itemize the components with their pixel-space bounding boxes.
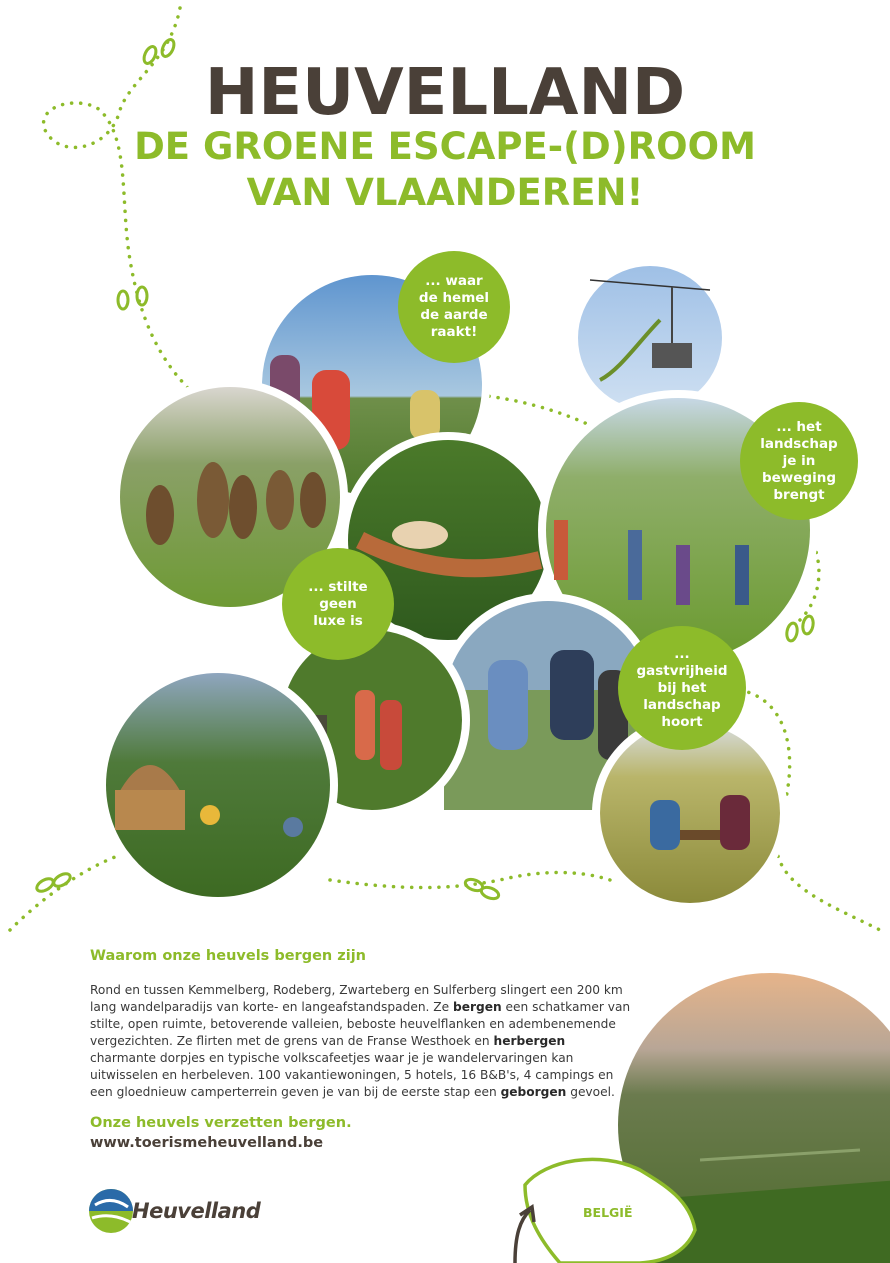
- tagline: Onze heuvels verzetten bergen.: [90, 1115, 352, 1131]
- page-subtitle-line2: VAN VLAANDEREN!: [246, 171, 644, 214]
- website-link[interactable]: www.toerismeheuvelland.be: [90, 1135, 324, 1151]
- bubble-movement: ... het landschap je in beweging brengt: [740, 402, 858, 520]
- photo-camping-pod: [98, 665, 338, 905]
- page-title: HEUVELLAND: [204, 56, 686, 130]
- page-subtitle-line1: DE GROENE ESCAPE-(D)ROOM: [134, 125, 756, 168]
- bubble-hospitality: ... gastvrijheid bij het landschap hoort: [618, 626, 746, 750]
- bubble-silence: ... stilte geen luxe is: [282, 548, 394, 660]
- heuvelland-logo-icon: [89, 1189, 133, 1233]
- map-label: BELGIË: [583, 1205, 633, 1220]
- heuvelland-logo-text: Heuvelland: [132, 1199, 261, 1223]
- article-heading: Waarom onze heuvels bergen zijn: [90, 948, 366, 964]
- article-body: Rond en tussen Kemmelberg, Rodeberg, Zwarteberg en Sulferberg slingert een 200 km lang wandelparadijs van korte- en langeafstandspaden. Ze bergen een schatkamer van stilte, open ruimte, betoverende valleien, beboste heuvelflanken en adembenemende vergezichten. Ze flirten met de grens van de Franse Westhoek en herbergen charmante dorpjes en typische volkscafeetjes waar je je wandelervaringen kan uitwisselen en herbeleven. 100 vakantiewoningen, 5 hotels, 16 B&B's, 4 campings en een gloednieuw camperterrein geven je van bij de eerste stap een geborgen gevoel.: [90, 983, 631, 1099]
- bubble-heaven: ... waar de hemel de aarde raakt!: [398, 251, 510, 363]
